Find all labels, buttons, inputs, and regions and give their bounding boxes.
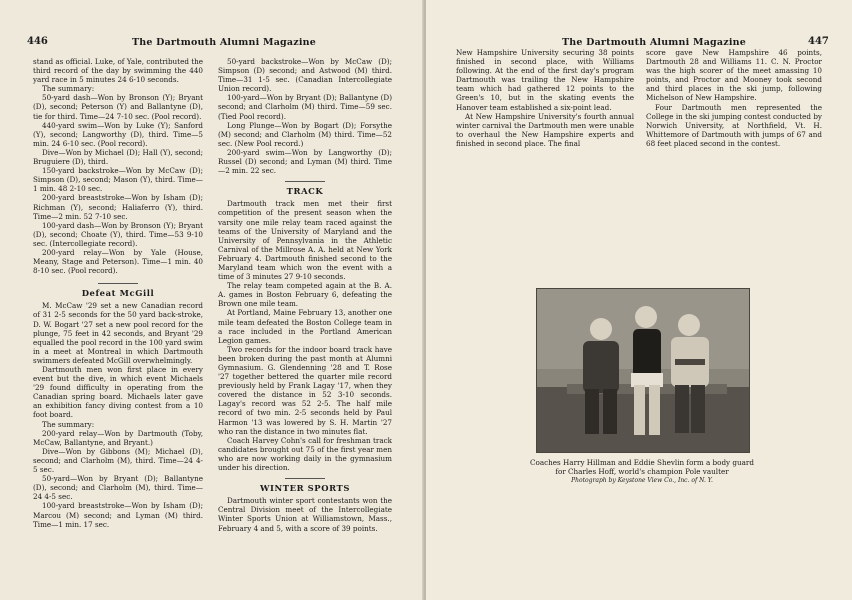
result-line: 200-yard relay—Won by Dartmouth (Toby, McCaw, Ballantyne, and Bryant.) (33, 428, 203, 447)
result-line: 440-yard swim—Won by Luke (Y); Sanford (Y), second; Langworthy (D), third. Time—5 min. 24 6-10 sec. (Pool record). (33, 120, 203, 148)
photograph (536, 288, 750, 453)
result-line: 50-yard backstroke—Won by McCaw (D); Simpson (D) second; and Astwood (M) third. Time—31 1-5 sec. (Canadian Intercollegiate Union record). (218, 57, 392, 94)
summary-label: The summary: (42, 84, 95, 94)
result-line: 100-yard—Won by Bryant (D); Ballantyne (D) second; and Clarholm (M) third. Time—59 sec. (Tied Pool record). (218, 93, 392, 121)
paragraph: Dartmouth winter sport contestants won the Central Division meet of the Intercollegiate Winter Sports Union at Williamstown, Mass., February 4 and 5, with a score of 39 points. (218, 496, 392, 533)
paragraph: Dartmouth track men met their first competition of the present season when the varsity one mile relay team raced against the teams of the University of Maryland and the University of Pennsylvania in the Athletic Carnival of the Millrose A. A. held at New York February 4. Dartmouth finished second to the Maryland team which won the event with a time of 3 minutes 27 9-10 seconds. (218, 199, 392, 282)
right-folio: 447 (808, 36, 829, 47)
section-rule (285, 181, 325, 182)
section-rule (98, 283, 138, 284)
result-line: 150-yard backstroke—Won by McCaw (D); Simpson (D), second; Mason (Y), third. Time—1 min. 48 2-10 sec. (33, 166, 203, 194)
section-heading-track: TRACK (286, 186, 324, 197)
paragraph: At New Hampshire University's fourth annual winter carnival the Dartmouth men were unable to overhaul the New Hampshire experts and finished in second place. The final (456, 111, 634, 148)
result-line: 200-yard breaststroke—Won by Isham (D); Richman (Y), second; Haliaferro (Y), third. Time—2 min. 52 7-10 sec. (33, 193, 203, 221)
paragraph: The relay team competed again at the B. A. A. games in Boston February 6, defeating the Brown one mile team. (218, 281, 392, 309)
paragraph: At Portland, Maine February 13, another one mile team defeated the Boston College team in a race included in the Portland American Legion games. (218, 308, 392, 345)
result-line: Dive—Won by Michael (D); Hall (Y), second; Bruguiere (D), third. (33, 147, 203, 167)
paragraph: New Hampshire University securing 38 points finished in second place, with Williams following. At the end of the first day's program Dartmouth was trailing the New Hampshire team which had gathered 12 points to the Green's 10, but in the skating events the Hanover team established a six-point lead. (456, 48, 634, 112)
paragraph: stand as official. Luke, of Yale, contributed the third record of the day by swimming the 440 yard race in 5 minutes 24 6-10 seconds. (33, 57, 203, 85)
paragraph: score gave New Hampshire 46 points, Dartmouth 28 and Williams 11. C. N. Proctor was the high scorer of the meet amassing 10 points, and Proctor and Mooney took second and third places in the ski jump, following Michelson of New Hampshire. (646, 48, 822, 103)
result-line: Long Plunge—Won by Bogart (D); Forsythe (M) second; and Clarholm (M) third. Time—52 sec. (New Pool record.) (218, 120, 392, 148)
photo-credit: Photograph by Keystone View Co., Inc. of N. Y. (571, 477, 713, 484)
result-line: 100-yard breaststroke—Won by Isham (D); Marcou (M) second; and Lyman (M) third. Time—1 min. 17 sec. (33, 501, 203, 529)
paragraph: M. McCaw '29 set a new Canadian record of 31 2-5 seconds for the 50 yard back-stroke, D. W. Bogart '27 set a new pool record for the plunge, 75 feet in 42 seconds, and Bryant '29 equalled the pool record in the 100 yard swim in a meet at Montreal in which Dartmouth swimmers defeated McGill overwhelmingly. (33, 301, 203, 365)
result-line: 50-yard—Won by Bryant (D); Ballantyne (D), second; and Clarholm (M), third. Time—24 4-5 sec. (33, 474, 203, 502)
right-column-1 (456, 48, 634, 148)
left-running-head: The Dartmouth Alumni Magazine (132, 37, 316, 48)
left-page (0, 0, 424, 600)
paragraph: Coach Harvey Cohn's call for freshman track candidates brought out 75 of the first year men who are now working daily in the gymnasium under his direction. (218, 435, 392, 473)
paragraph: Dartmouth men won first place in every event but the dive, in which event Michaels '29 found difficulty in operating from the Canadian spring board. Michaels later gave an exhibition fancy diving contest from a 10 foot board. (33, 365, 203, 420)
result-line: 50-yard dash—Won by Bronson (Y); Bryant (D), second; Peterson (Y) and Ballantyne (D), tie for third. Time—24 7-10 sec. (Pool record). (33, 93, 203, 121)
section-heading-winter: WINTER SPORTS (259, 483, 350, 494)
result-line: 100-yard dash—Won by Bronson (Y); Bryant (D), second; Choate (Y), third. Time—53 9-10 sec. (Intercollegiate record). (33, 220, 203, 248)
photo-illustration (537, 289, 749, 452)
summary-label: The summary: (42, 419, 95, 429)
right-running-head: The Dartmouth Alumni Magazine (562, 37, 746, 48)
section-rule (285, 478, 325, 479)
right-column-2 (646, 48, 822, 148)
result-line: 200-yard swim—Won by Langworthy (D); Russel (D) second; and Lyman (M) third. Time—2 min. 22 sec. (218, 147, 392, 176)
photo-caption: Coaches Harry Hillman and Eddie Shevlin form a body guard for Charles Hoff, world's champion Pole vaulter (530, 458, 754, 476)
left-column-2 (218, 57, 392, 533)
result-line: Dive—Won by Gibbons (M); Michael (D), second; and Clarholm (M), third. Time—24 4-5 sec. (33, 446, 203, 475)
left-folio: 446 (27, 36, 48, 47)
result-line: 200-yard relay—Won by Yale (House, Meany, Stage and Peterson). Time—1 min. 40 8-10 sec. (Pool record). (33, 247, 203, 276)
paragraph: Four Dartmouth men represented the College in the ski jumping contest conducted by Norwich University, at Northfield, Vt. H. Whittemore of Dartmouth with jumps of 67 and 68 feet placed second in the contest. (646, 102, 822, 148)
paragraph: Two records for the indoor board track have been broken during the past month at Alumni Gymnasium. G. Glendenning '28 and T. Rose '27 together bettered the quarter mile record previously held by Frank Lagay '17, when they covered the distance in 52 3-10 seconds. Lagay's record was 52 2-5. The half mile record of two min. 2-5 seconds held by Paul Harmon '13 was lowered by S. H. Martin '27 who ran the distance in two minutes flat. (218, 344, 392, 436)
left-column-1 (33, 57, 203, 529)
section-heading-mcgill: Defeat McGill (81, 288, 155, 299)
